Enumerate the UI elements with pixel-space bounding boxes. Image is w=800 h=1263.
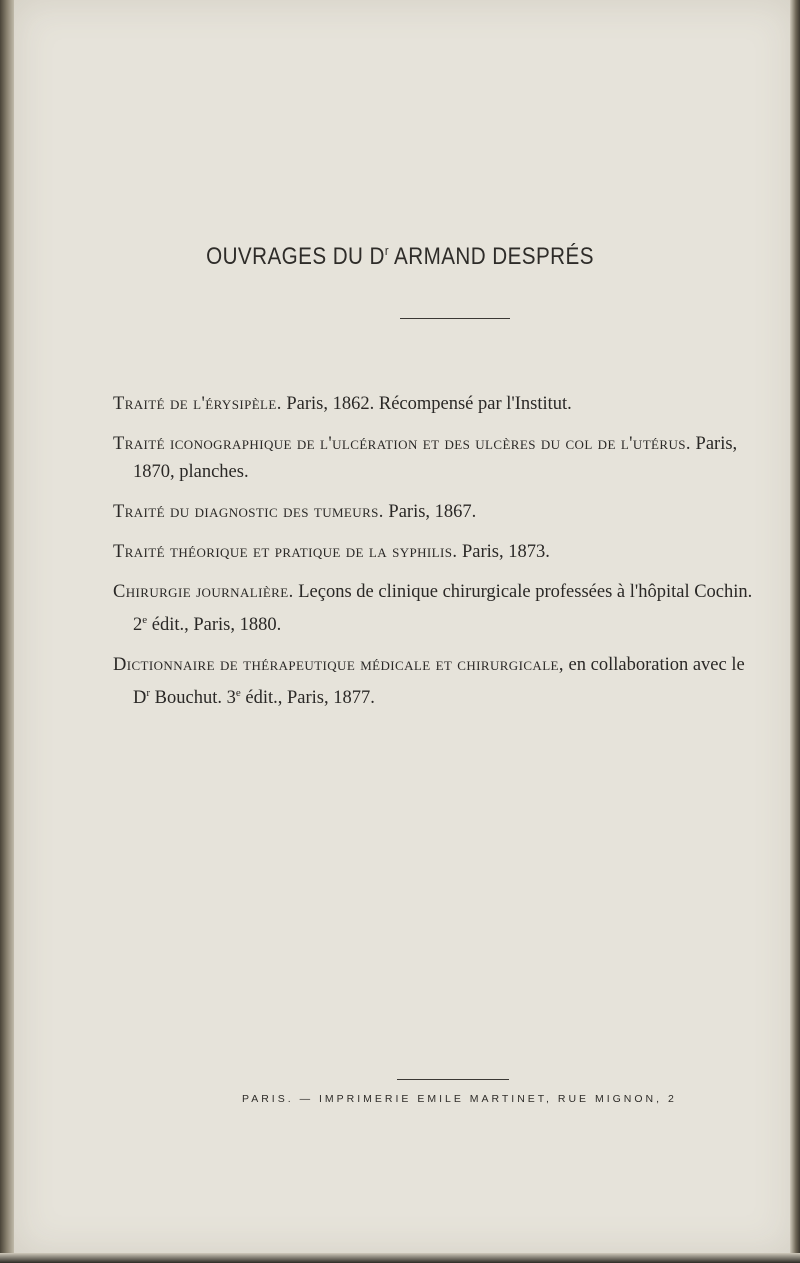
list-item: Chirurgie journalière. Leçons de clinique chirurgicale professées à l'hôpital Cochin. 2e édit., Paris, 1880. [113, 582, 753, 635]
list-item: Traité du diagnostic des tumeurs. Paris, 1867. [113, 502, 477, 522]
title-divider [400, 318, 510, 319]
list-item: Traité théorique et pratique de la syphilis. Paris, 1873. [113, 542, 550, 562]
list-item: Traité iconographique de l'ulcération et des ulcères du col de l'utérus. Paris, 1870, planches. [113, 434, 738, 482]
printer-imprint: PARIS. — IMPRIMERIE EMILE MARTINET, RUE MIGNON, 2 [242, 1093, 677, 1105]
footer-divider [397, 1079, 509, 1080]
list-item: Dictionnaire de thérapeutique médicale et chirurgicale, en collaboration avec le $D^r$ Bouchut. 3e édit., Paris, 1877. [113, 655, 745, 708]
page-right-edge [790, 0, 800, 1263]
list-item: Traité de l'érysipèle. Paris, 1862. Récompensé par l'Institut. [113, 394, 572, 414]
page-bottom-edge [0, 1253, 800, 1263]
works-list [113, 390, 763, 724]
page-title: OUVRAGES DU $D^r$ ARMAND DESPRÉS [206, 243, 594, 270]
